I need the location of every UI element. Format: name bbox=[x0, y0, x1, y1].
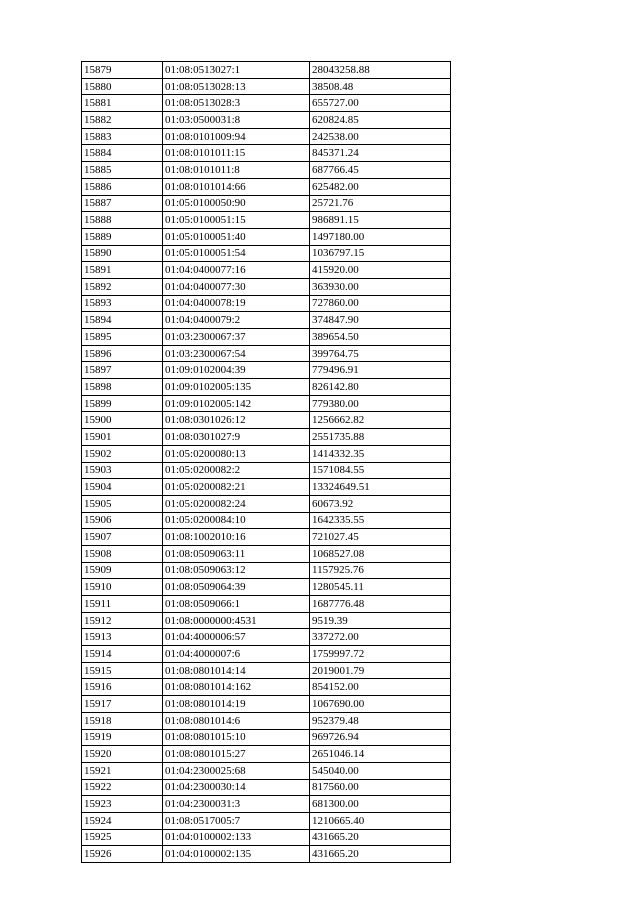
row-number-cell: 15885 bbox=[82, 162, 163, 179]
table-row bbox=[82, 195, 451, 212]
table-row bbox=[82, 612, 451, 629]
cadastral-number-cell: 01:05:0200084:10 bbox=[163, 512, 310, 529]
row-number-cell: 15886 bbox=[82, 178, 163, 195]
table-row bbox=[82, 228, 451, 245]
value-cell: 9519.39 bbox=[310, 612, 451, 629]
row-number-cell: 15923 bbox=[82, 796, 163, 813]
value-cell: 1036797.15 bbox=[310, 245, 451, 262]
row-number-cell: 15910 bbox=[82, 579, 163, 596]
value-cell: 1642335.55 bbox=[310, 512, 451, 529]
row-number-cell: 15891 bbox=[82, 262, 163, 279]
table-row bbox=[82, 429, 451, 446]
cadastral-number-cell: 01:08:0509063:11 bbox=[163, 545, 310, 562]
table-row bbox=[82, 662, 451, 679]
value-cell: 2551735.88 bbox=[310, 429, 451, 446]
table-row bbox=[82, 245, 451, 262]
value-cell: 1280545.11 bbox=[310, 579, 451, 596]
table-row bbox=[82, 529, 451, 546]
value-cell: 415920.00 bbox=[310, 262, 451, 279]
value-cell: 2019001.79 bbox=[310, 662, 451, 679]
cadastral-number-cell: 01:05:0100051:40 bbox=[163, 228, 310, 245]
value-cell: 28043258.88 bbox=[310, 62, 451, 79]
cadastral-number-cell: 01:08:0513027:1 bbox=[163, 62, 310, 79]
cadastral-number-cell: 01:08:0801014:162 bbox=[163, 679, 310, 696]
cadastral-number-cell: 01:04:0400079:2 bbox=[163, 312, 310, 329]
cadastral-number-cell: 01:08:0101014:66 bbox=[163, 178, 310, 195]
row-number-cell: 15903 bbox=[82, 462, 163, 479]
cadastral-number-cell: 01:08:0513028:13 bbox=[163, 78, 310, 95]
table-row bbox=[82, 395, 451, 412]
value-cell: 363930.00 bbox=[310, 278, 451, 295]
value-cell: 374847.90 bbox=[310, 312, 451, 329]
table-row bbox=[82, 178, 451, 195]
value-cell: 969726.94 bbox=[310, 729, 451, 746]
table-row bbox=[82, 495, 451, 512]
cadastral-number-cell: 01:08:0301026:12 bbox=[163, 412, 310, 429]
row-number-cell: 15909 bbox=[82, 562, 163, 579]
cadastral-number-cell: 01:08:1002010:16 bbox=[163, 529, 310, 546]
table-row bbox=[82, 462, 451, 479]
table-row bbox=[82, 78, 451, 95]
cadastral-number-cell: 01:09:0102005:142 bbox=[163, 395, 310, 412]
row-number-cell: 15921 bbox=[82, 762, 163, 779]
row-number-cell: 15900 bbox=[82, 412, 163, 429]
row-number-cell: 15924 bbox=[82, 812, 163, 829]
row-number-cell: 15887 bbox=[82, 195, 163, 212]
row-number-cell: 15920 bbox=[82, 746, 163, 763]
value-cell: 13324649.51 bbox=[310, 479, 451, 496]
value-cell: 779380.00 bbox=[310, 395, 451, 412]
table-row bbox=[82, 262, 451, 279]
cadastral-number-cell: 01:03:2300067:54 bbox=[163, 345, 310, 362]
cadastral-number-cell: 01:08:0801015:27 bbox=[163, 746, 310, 763]
row-number-cell: 15918 bbox=[82, 712, 163, 729]
cadastral-number-cell: 01:05:0200082:21 bbox=[163, 479, 310, 496]
row-number-cell: 15905 bbox=[82, 495, 163, 512]
table-row bbox=[82, 329, 451, 346]
value-cell: 1210665.40 bbox=[310, 812, 451, 829]
value-cell: 25721.76 bbox=[310, 195, 451, 212]
value-cell: 1571084.55 bbox=[310, 462, 451, 479]
row-number-cell: 15919 bbox=[82, 729, 163, 746]
cadastral-number-cell: 01:08:0801014:14 bbox=[163, 662, 310, 679]
row-number-cell: 15908 bbox=[82, 545, 163, 562]
data-table bbox=[81, 61, 451, 863]
value-cell: 1759997.72 bbox=[310, 646, 451, 663]
cadastral-number-cell: 01:08:0301027:9 bbox=[163, 429, 310, 446]
value-cell: 817560.00 bbox=[310, 779, 451, 796]
row-number-cell: 15911 bbox=[82, 596, 163, 613]
table-row bbox=[82, 162, 451, 179]
row-number-cell: 15915 bbox=[82, 662, 163, 679]
table-row bbox=[82, 412, 451, 429]
table-row bbox=[82, 345, 451, 362]
table-row bbox=[82, 145, 451, 162]
row-number-cell: 15899 bbox=[82, 395, 163, 412]
table-row bbox=[82, 712, 451, 729]
table-row bbox=[82, 278, 451, 295]
value-cell: 687766.45 bbox=[310, 162, 451, 179]
table-row bbox=[82, 646, 451, 663]
value-cell: 1067690.00 bbox=[310, 696, 451, 713]
row-number-cell: 15895 bbox=[82, 329, 163, 346]
cadastral-number-cell: 01:08:0513028:3 bbox=[163, 95, 310, 112]
row-number-cell: 15890 bbox=[82, 245, 163, 262]
table-row bbox=[82, 445, 451, 462]
cadastral-number-cell: 01:08:0801015:10 bbox=[163, 729, 310, 746]
value-cell: 545040.00 bbox=[310, 762, 451, 779]
cadastral-number-cell: 01:08:0509064:39 bbox=[163, 579, 310, 596]
value-cell: 681300.00 bbox=[310, 796, 451, 813]
value-cell: 727860.00 bbox=[310, 295, 451, 312]
value-cell: 826142.80 bbox=[310, 379, 451, 396]
cadastral-number-cell: 01:04:0400078:19 bbox=[163, 295, 310, 312]
table-row bbox=[82, 629, 451, 646]
value-cell: 2651046.14 bbox=[310, 746, 451, 763]
table-row bbox=[82, 295, 451, 312]
table-row bbox=[82, 479, 451, 496]
row-number-cell: 15912 bbox=[82, 612, 163, 629]
table-row bbox=[82, 579, 451, 596]
value-cell: 431665.20 bbox=[310, 829, 451, 846]
value-cell: 431665.20 bbox=[310, 846, 451, 863]
row-number-cell: 15916 bbox=[82, 679, 163, 696]
cadastral-number-cell: 01:05:0200080:13 bbox=[163, 445, 310, 462]
row-number-cell: 15881 bbox=[82, 95, 163, 112]
cadastral-number-cell: 01:08:0101009:94 bbox=[163, 128, 310, 145]
table-row bbox=[82, 545, 451, 562]
cadastral-number-cell: 01:09:0102004:39 bbox=[163, 362, 310, 379]
cadastral-number-cell: 01:05:0100051:54 bbox=[163, 245, 310, 262]
table-row bbox=[82, 62, 451, 79]
value-cell: 1068527.08 bbox=[310, 545, 451, 562]
cadastral-number-cell: 01:04:0400077:16 bbox=[163, 262, 310, 279]
cadastral-number-cell: 01:08:0101011:15 bbox=[163, 145, 310, 162]
cadastral-number-cell: 01:04:2300030:14 bbox=[163, 779, 310, 796]
cadastral-number-cell: 01:08:0101011:8 bbox=[163, 162, 310, 179]
table-row bbox=[82, 829, 451, 846]
value-cell: 845371.24 bbox=[310, 145, 451, 162]
table-row bbox=[82, 846, 451, 863]
table-row bbox=[82, 762, 451, 779]
table-row bbox=[82, 95, 451, 112]
row-number-cell: 15882 bbox=[82, 112, 163, 129]
table-row bbox=[82, 212, 451, 229]
table-row bbox=[82, 812, 451, 829]
value-cell: 389654.50 bbox=[310, 329, 451, 346]
cadastral-number-cell: 01:05:0100051:15 bbox=[163, 212, 310, 229]
table-row bbox=[82, 729, 451, 746]
value-cell: 38508.48 bbox=[310, 78, 451, 95]
cadastral-number-cell: 01:05:0100050:90 bbox=[163, 195, 310, 212]
table-row bbox=[82, 512, 451, 529]
row-number-cell: 15914 bbox=[82, 646, 163, 663]
value-cell: 721027.45 bbox=[310, 529, 451, 546]
row-number-cell: 15922 bbox=[82, 779, 163, 796]
row-number-cell: 15894 bbox=[82, 312, 163, 329]
cadastral-number-cell: 01:08:0801014:6 bbox=[163, 712, 310, 729]
row-number-cell: 15901 bbox=[82, 429, 163, 446]
cadastral-number-cell: 01:08:0801014:19 bbox=[163, 696, 310, 713]
value-cell: 399764.75 bbox=[310, 345, 451, 362]
cadastral-number-cell: 01:08:0509066:1 bbox=[163, 596, 310, 613]
value-cell: 854152.00 bbox=[310, 679, 451, 696]
row-number-cell: 15925 bbox=[82, 829, 163, 846]
table-row bbox=[82, 679, 451, 696]
row-number-cell: 15902 bbox=[82, 445, 163, 462]
cadastral-number-cell: 01:04:0400077:30 bbox=[163, 278, 310, 295]
cadastral-number-cell: 01:04:2300025:68 bbox=[163, 762, 310, 779]
row-number-cell: 15879 bbox=[82, 62, 163, 79]
value-cell: 242538.00 bbox=[310, 128, 451, 145]
row-number-cell: 15906 bbox=[82, 512, 163, 529]
table-row bbox=[82, 379, 451, 396]
value-cell: 1497180.00 bbox=[310, 228, 451, 245]
value-cell: 620824.85 bbox=[310, 112, 451, 129]
row-number-cell: 15883 bbox=[82, 128, 163, 145]
row-number-cell: 15913 bbox=[82, 629, 163, 646]
value-cell: 625482.00 bbox=[310, 178, 451, 195]
cadastral-number-cell: 01:03:2300067:37 bbox=[163, 329, 310, 346]
row-number-cell: 15888 bbox=[82, 212, 163, 229]
row-number-cell: 15896 bbox=[82, 345, 163, 362]
row-number-cell: 15926 bbox=[82, 846, 163, 863]
cadastral-number-cell: 01:05:0200082:2 bbox=[163, 462, 310, 479]
row-number-cell: 15917 bbox=[82, 696, 163, 713]
value-cell: 1687776.48 bbox=[310, 596, 451, 613]
table-body bbox=[82, 62, 451, 863]
value-cell: 337272.00 bbox=[310, 629, 451, 646]
row-number-cell: 15884 bbox=[82, 145, 163, 162]
cadastral-number-cell: 01:09:0102005:135 bbox=[163, 379, 310, 396]
cadastral-number-cell: 01:04:2300031:3 bbox=[163, 796, 310, 813]
table-row bbox=[82, 562, 451, 579]
value-cell: 952379.48 bbox=[310, 712, 451, 729]
table-row bbox=[82, 796, 451, 813]
table-row bbox=[82, 596, 451, 613]
value-cell: 1157925.76 bbox=[310, 562, 451, 579]
cadastral-number-cell: 01:04:4000006:57 bbox=[163, 629, 310, 646]
cadastral-number-cell: 01:03:0500031:8 bbox=[163, 112, 310, 129]
table-row bbox=[82, 362, 451, 379]
cadastral-number-cell: 01:08:0000000:4531 bbox=[163, 612, 310, 629]
value-cell: 779496.91 bbox=[310, 362, 451, 379]
value-cell: 1256662.82 bbox=[310, 412, 451, 429]
cadastral-number-cell: 01:04:4000007:6 bbox=[163, 646, 310, 663]
row-number-cell: 15880 bbox=[82, 78, 163, 95]
cadastral-number-cell: 01:08:0509063:12 bbox=[163, 562, 310, 579]
table-row bbox=[82, 746, 451, 763]
value-cell: 1414332.35 bbox=[310, 445, 451, 462]
value-cell: 655727.00 bbox=[310, 95, 451, 112]
table-row bbox=[82, 128, 451, 145]
cadastral-number-cell: 01:04:0100002:133 bbox=[163, 829, 310, 846]
table-row bbox=[82, 779, 451, 796]
row-number-cell: 15904 bbox=[82, 479, 163, 496]
row-number-cell: 15893 bbox=[82, 295, 163, 312]
row-number-cell: 15907 bbox=[82, 529, 163, 546]
cadastral-number-cell: 01:08:0517005:7 bbox=[163, 812, 310, 829]
value-cell: 986891.15 bbox=[310, 212, 451, 229]
row-number-cell: 15897 bbox=[82, 362, 163, 379]
table-row bbox=[82, 312, 451, 329]
cadastral-number-cell: 01:05:0200082:24 bbox=[163, 495, 310, 512]
row-number-cell: 15889 bbox=[82, 228, 163, 245]
row-number-cell: 15898 bbox=[82, 379, 163, 396]
cadastral-number-cell: 01:04:0100002:135 bbox=[163, 846, 310, 863]
table-row bbox=[82, 696, 451, 713]
row-number-cell: 15892 bbox=[82, 278, 163, 295]
value-cell: 60673.92 bbox=[310, 495, 451, 512]
table-row bbox=[82, 112, 451, 129]
